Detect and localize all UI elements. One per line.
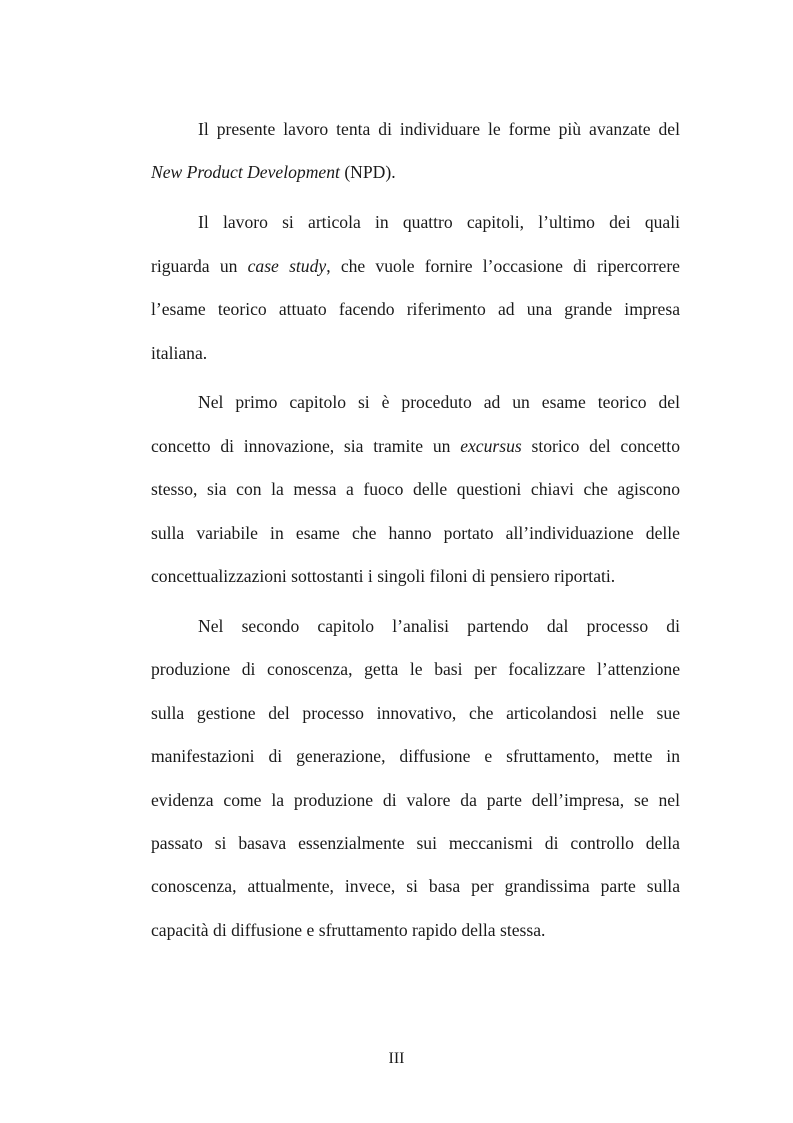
text-line — [151, 692, 680, 735]
text-line — [151, 468, 680, 511]
text-line — [151, 735, 680, 778]
paragraph — [151, 605, 680, 952]
paragraph — [151, 381, 680, 598]
text-line — [151, 865, 680, 908]
text-run: concettualizzazioni sottostanti i singoli filoni di pensiero riportati. — [151, 566, 616, 587]
text-line — [151, 245, 680, 288]
body-text — [151, 108, 680, 959]
text-line — [151, 648, 680, 691]
text-run: evidenza come la produzione di valore da parte dell’impresa, se nel — [151, 789, 680, 810]
page-number: III — [388, 1050, 405, 1067]
paragraph — [151, 108, 680, 195]
text-run: conoscenza, attualmente, invece, si basa per grandissima parte sulla — [151, 876, 680, 897]
text-run: italiana. — [151, 342, 208, 363]
text-line — [151, 425, 680, 468]
text-line — [151, 288, 680, 331]
text-run: produzione di conoscenza, getta le basi per focalizzare l’attenzione — [151, 659, 680, 680]
text-run: sulla gestione del processo innovativo, che articolandosi nelle sue — [151, 702, 680, 723]
text-run: storico del concetto — [521, 435, 680, 456]
text-run: sulla variabile in esame che hanno portato all’individuazione delle — [151, 522, 680, 543]
text-line — [151, 332, 680, 375]
text-run: passato si basava essenzialmente sui meccanismi di controllo della — [151, 833, 680, 853]
text-line — [151, 381, 680, 424]
text-run: l’esame teorico attuato facendo riferimento ad una grande impresa — [151, 299, 680, 320]
text-run: concetto di innovazione, sia tramite un — [151, 435, 461, 456]
text-run: manifestazioni di generazione, diffusione e sfruttamento, mette in — [151, 746, 680, 767]
text-line — [151, 822, 680, 865]
text-run: Nel primo capitolo si è proceduto ad un esame teorico del — [198, 392, 680, 413]
text-line — [151, 909, 680, 952]
text-line — [151, 779, 680, 822]
text-run: stesso, sia con la messa a fuoco delle questioni chiavi che agiscono — [151, 479, 680, 500]
paragraph — [151, 201, 680, 375]
text-line — [151, 201, 680, 244]
text-run: Nel secondo capitolo l’analisi partendo dal processo di — [198, 615, 680, 636]
text-run: capacità di diffusione e sfruttamento rapido della stessa. — [151, 919, 546, 940]
italic-term: case study — [247, 255, 327, 276]
text-line — [151, 512, 680, 555]
text-run: , che vuole fornire l’occasione di ripercorrere — [326, 255, 680, 276]
text-run: (NPD). — [339, 162, 396, 183]
text-line — [151, 555, 680, 598]
text-line — [151, 605, 680, 648]
text-run: Il lavoro si articola in quattro capitoli, l’ultimo dei quali — [198, 212, 680, 233]
italic-term: excursus — [460, 435, 522, 456]
italic-term: New Product Development — [151, 162, 340, 183]
text-line — [151, 151, 680, 194]
text-line — [151, 108, 680, 151]
text-run: Il presente lavoro tenta di individuare le forme più avanzate del — [198, 119, 680, 139]
text-run: riguarda un — [151, 255, 248, 276]
